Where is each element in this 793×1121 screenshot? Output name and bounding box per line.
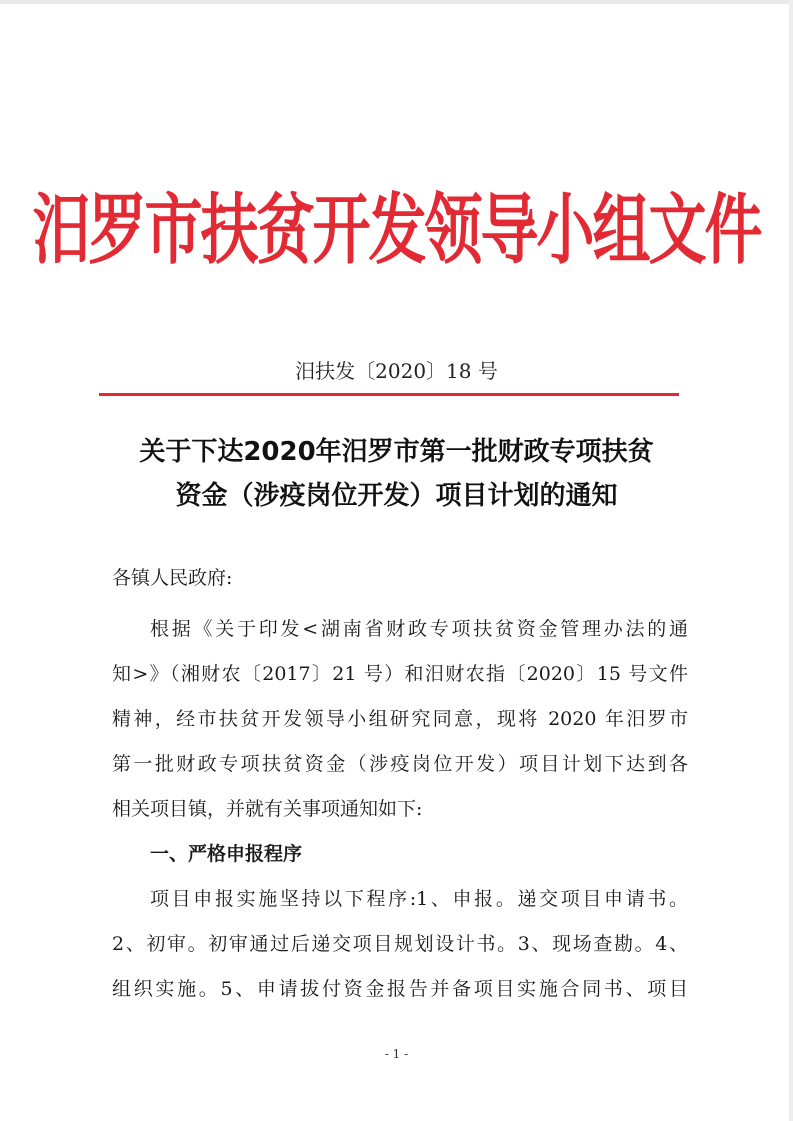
- paragraph-1-line-3: 精神，经市扶贫开发领导小组研究同意，现将 2020 年汨罗市: [112, 708, 688, 730]
- paragraph-1-line-5: 相关项目镇，并就有关事项通知如下:: [112, 798, 423, 820]
- paragraph-1-line-4: 第一批财政专项扶贫资金（涉疫岗位开发）项目计划下达到各: [112, 753, 688, 775]
- paragraph-2-line-1: 项目申报实施坚持以下程序:1、申报。递交项目申请书。: [150, 888, 688, 910]
- document-title-line-1: 关于下达2020年汨罗市第一批财政专项扶贫: [139, 437, 654, 467]
- paragraph-1-line-2: 知>》（湘财农〔2017〕21 号）和汨财农指〔2020〕15 号文件: [112, 663, 688, 685]
- issuer-title: 汨罗市扶贫开发领导小组文件: [32, 185, 761, 276]
- paragraph-2-line-2: 2、初审。初审通过后递交项目规划设计书。3、现场查勘。4、: [112, 933, 688, 955]
- paragraph-2-line-3: 组织实施。5、申请拔付资金报告并备项目实施合同书、项目: [112, 978, 688, 1000]
- document-number: 汨扶发〔2020〕18 号: [295, 359, 498, 383]
- page-number: - 1 -: [384, 1047, 409, 1061]
- page-right-border: [789, 0, 793, 1121]
- body-text: [112, 607, 688, 1012]
- salutation: 各镇人民政府:: [112, 567, 233, 589]
- red-divider-line: [99, 393, 679, 396]
- section-heading-1: 一、严格申报程序: [150, 843, 303, 865]
- paragraph-1-line-1: 根据《关于印发<湖南省财政专项扶贫资金管理办法的通: [150, 618, 688, 640]
- document-title: [90, 430, 703, 518]
- page-top-border: [0, 0, 793, 4]
- document-title-line-2: 资金（涉疫岗位开发）项目计划的通知: [175, 481, 618, 511]
